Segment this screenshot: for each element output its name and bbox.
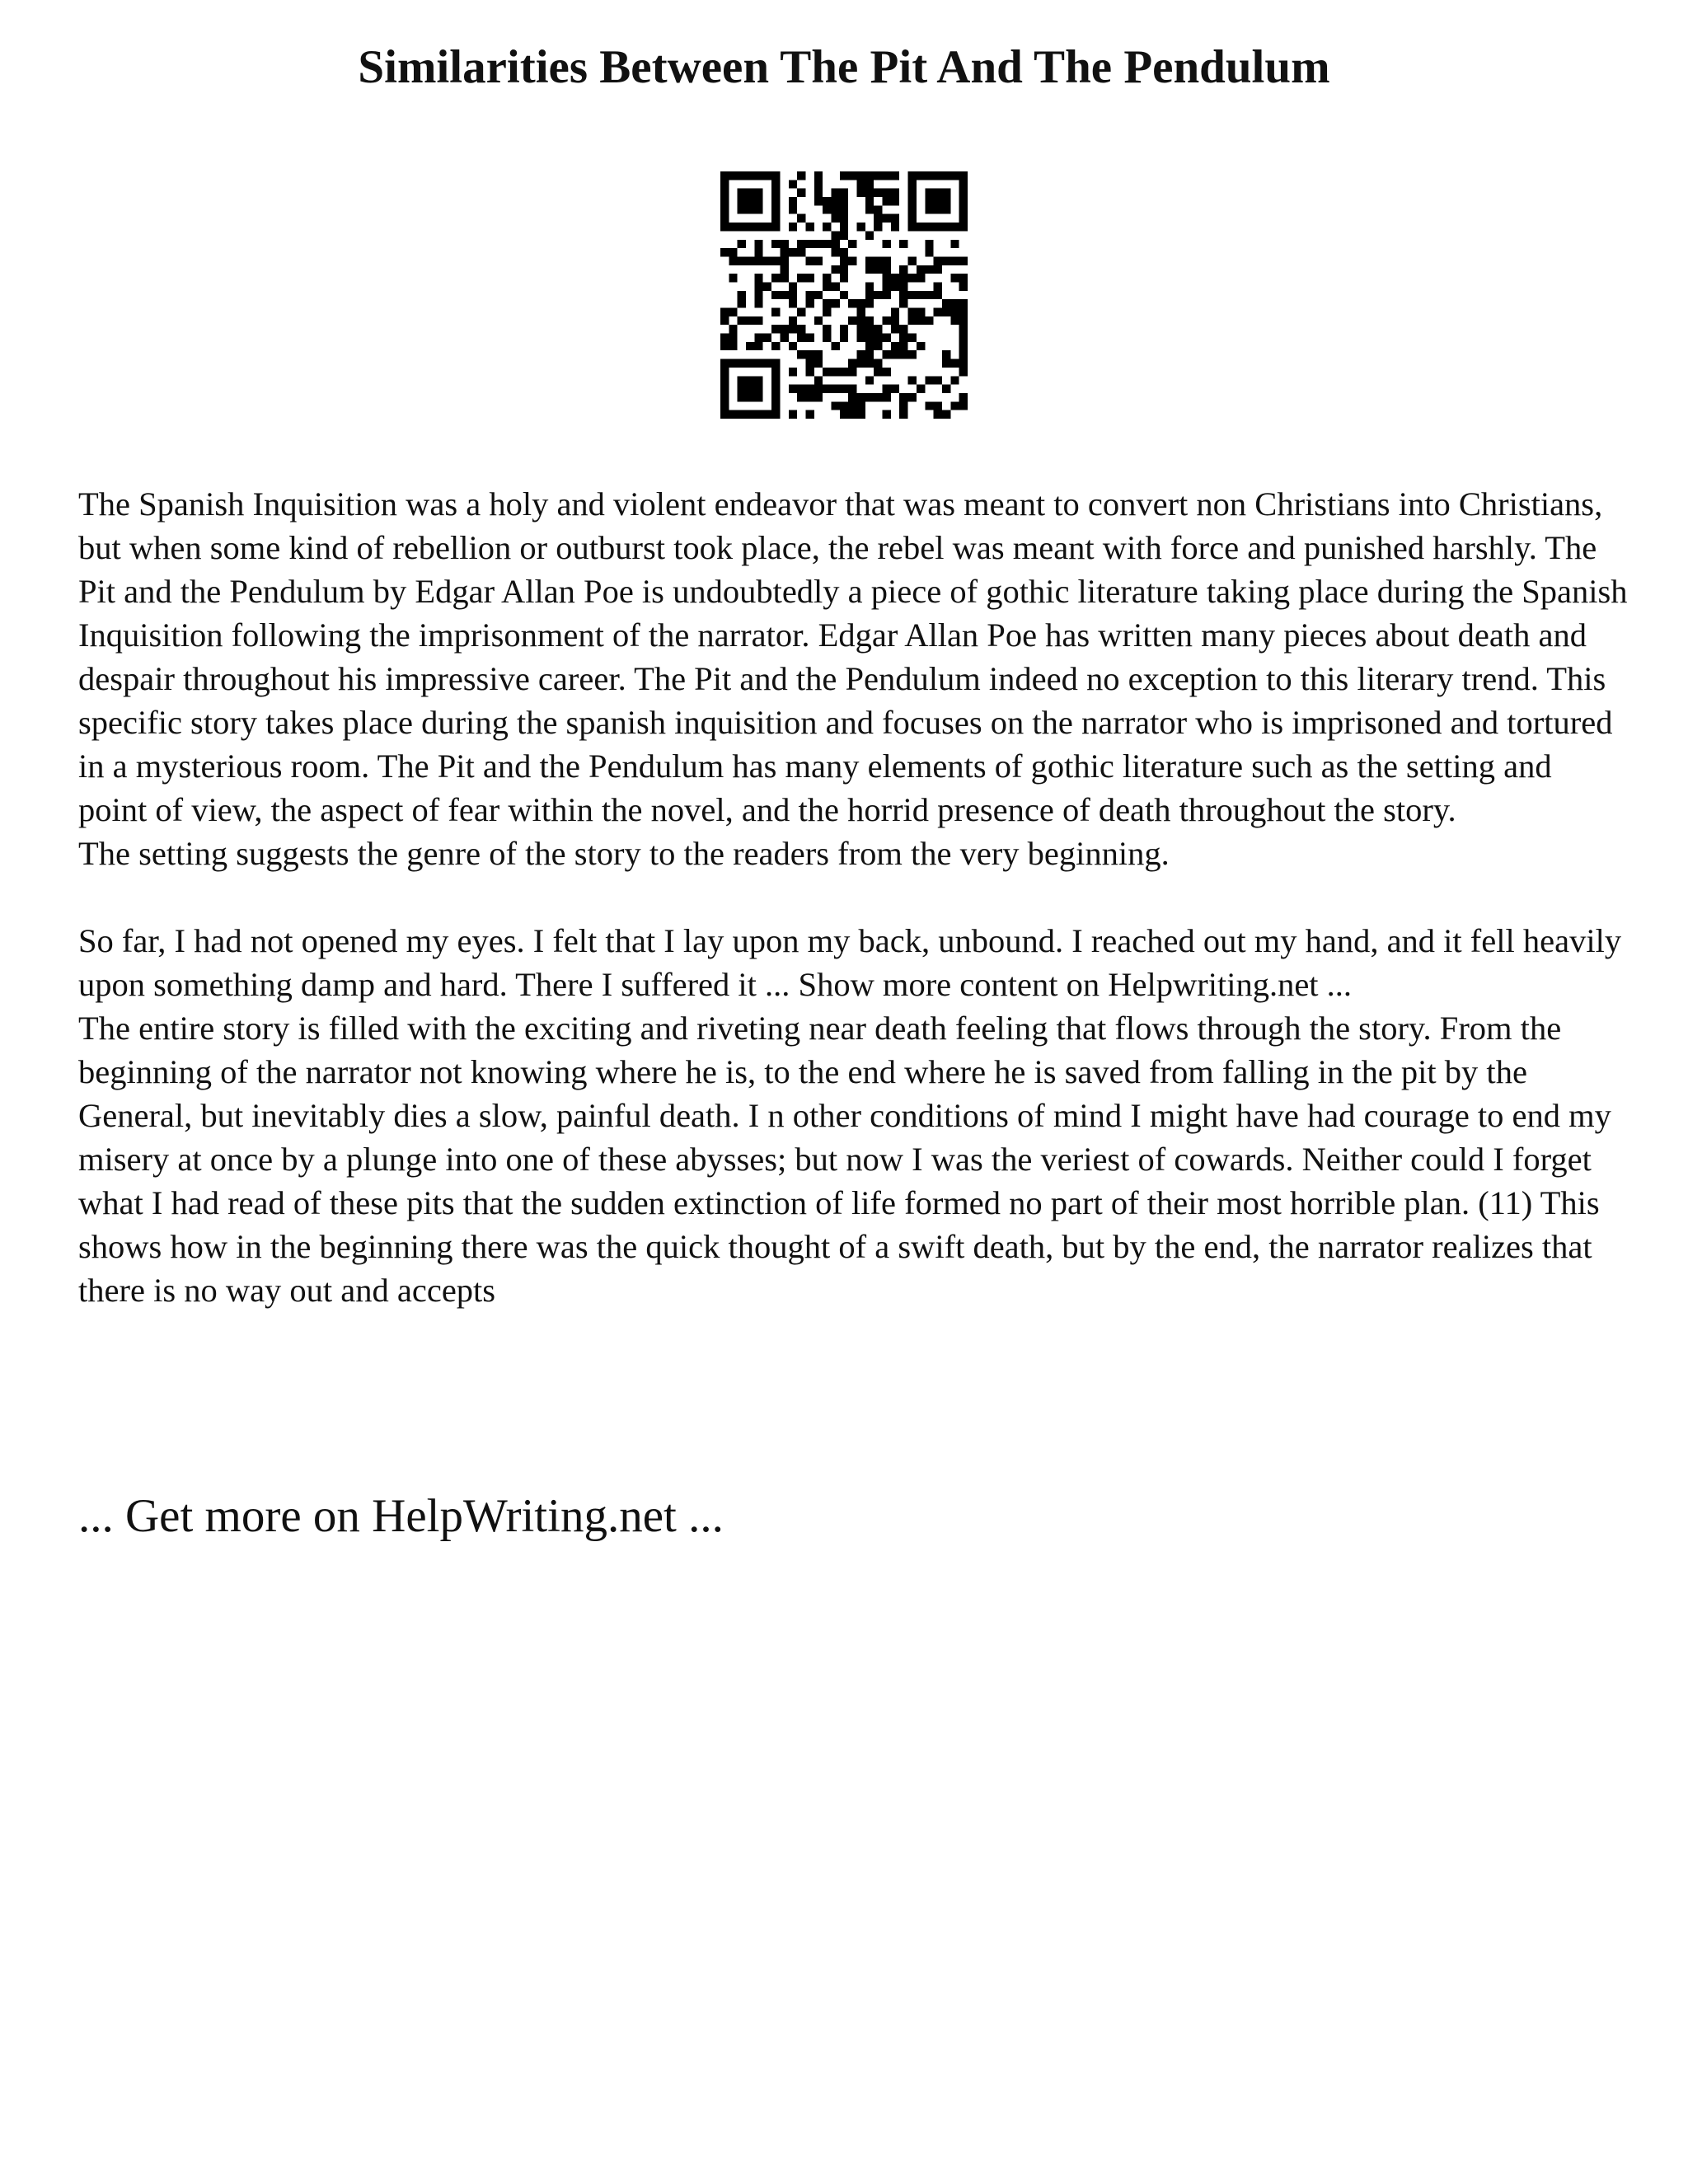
paragraph-analysis: The entire story is filled with the exciting and riveting near death feeling that flows through the story. From the beginning of the narrator not knowing where he is, to the end where he is saved from falling in the pit by the General, but inevitably dies a slow, painful death. I n other conditions of mind I might have had courage to end my misery at once by a plunge into one of these abysses; but now I was the veriest of cowards. Neither could I forget what I had read of these pits that the sudden extinction of life formed no part of their most horrible plan. (11) This shows how in the beginning there was the quick thought of a swift death, but by the end, the narrator realizes that there is no way out and accepts <box>78 1010 1611 1309</box>
get-more-link[interactable]: ... Get more on HelpWriting.net ... <box>78 1490 724 1542</box>
paragraph-setting: The setting suggests the genre of the story to the readers from the very beginning. <box>78 835 1170 872</box>
qr-code-icon <box>720 171 968 419</box>
paragraph-intro: The Spanish Inquisition was a holy and violent endeavor that was meant to convert non Christians into Christians, but when some kind of rebellion or outburst took place, the rebel was meant with force and punished harshly. The Pit and the Pendulum by Edgar Allan Poe is undoubtedly a piece of gothic literature taking place during the Spanish Inquisition following the imprisonment of the narrator. Edgar Allan Poe has written many pieces about death and despair throughout his impressive career. The Pit and the Pendulum indeed no exception to this literary trend. This specific story takes place during the spanish inquisition and focuses on the narrator who is imprisoned and tortured in a mysterious room. The Pit and the Pendulum has many elements of gothic literature such as the setting and point of view, the aspect of fear within the novel, and the horrid presence of death throughout the story. <box>78 485 1628 828</box>
paragraph-quote: So far, I had not opened my eyes. I felt that I lay upon my back, unbound. I reached out my hand, and it fell heavily upon something damp and hard. There I suffered it ... Show more content on Helpwriting.net ... <box>78 922 1622 1003</box>
body-text <box>78 482 1628 1312</box>
document-title: Similarities Between The Pit And The Pendulum <box>358 41 1330 93</box>
paragraph-gap <box>78 875 1628 919</box>
